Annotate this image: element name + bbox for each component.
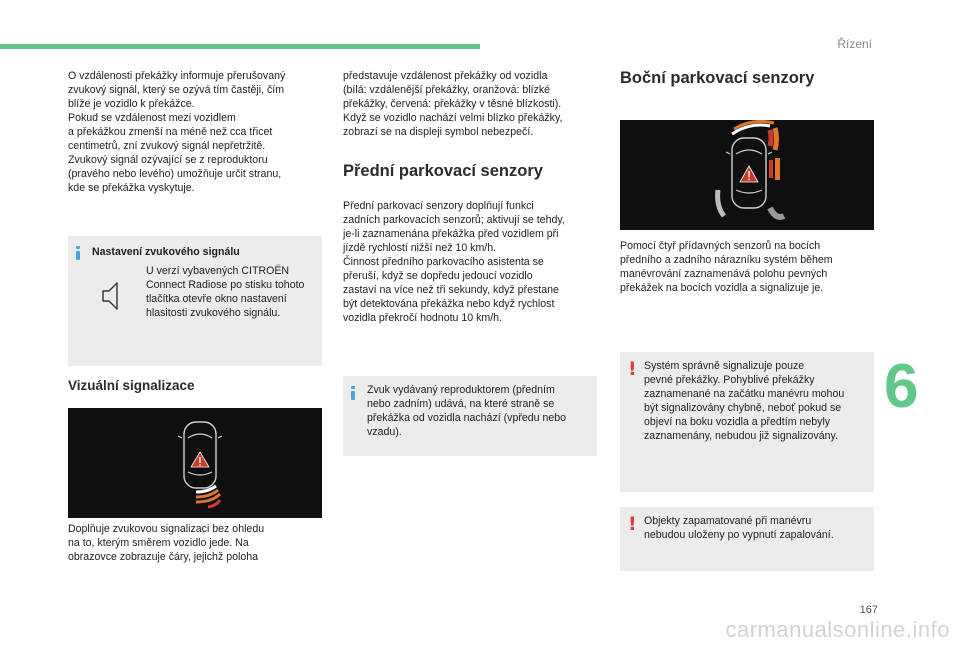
- text-line: jízdě rychlostí nižší než 10 km/h.: [343, 242, 497, 254]
- text-line: na to, kterým směrem vozidlo jede. Na: [68, 537, 249, 549]
- header-accent-bar: [0, 44, 480, 49]
- text-line: překážek na bocích vozidla a signalizuje je.: [620, 282, 824, 294]
- text-line: představuje vzdálenost překážky od vozidla: [343, 70, 548, 82]
- text-line: manévrování zaznamenává polohu pevných: [620, 268, 828, 280]
- speaker-icon: [100, 280, 122, 312]
- text-line: pevné překážky. Pohyblivé překážky: [644, 374, 815, 386]
- text-line: kde se překážka vyskytuje.: [68, 182, 195, 194]
- text-line: Přední parkovací senzory doplňují funkci: [343, 200, 534, 212]
- warning-note-moving-obstacles: [620, 352, 874, 492]
- text-line: překážky, červená: překážky v těsné blízkosti).: [343, 98, 562, 110]
- text-line: překážka od vozidla nachází (vpředu nebo: [367, 412, 567, 424]
- text-line: objeví na boku vozidla a předtím nebyly: [644, 416, 831, 428]
- col2-continuation: [343, 69, 605, 139]
- text-line: obrazovce zobrazuje čáry, jejichž poloha: [68, 551, 259, 563]
- warning-note-ignition: [620, 507, 874, 571]
- text-line: Pokud se vzdálenost mezi vozidlem: [68, 112, 236, 124]
- text-line: Systém správně signalizuje pouze: [644, 360, 805, 372]
- text-line: centimetrů, zní zvukový signál nepřetržitě.: [68, 140, 266, 152]
- heading-front-sensors: Přední parkovací senzory: [343, 162, 543, 180]
- text-line: Doplňuje zvukovou signalizaci bez ohledu: [68, 523, 265, 535]
- text-line: být signalizovány chybně, neboť pokud se: [644, 402, 842, 414]
- side-sensor-display-image: [620, 120, 874, 230]
- col2-body: [343, 199, 605, 325]
- chapter-number: 6: [884, 352, 919, 421]
- text-line: Objekty zapamatované při manévru: [644, 515, 812, 527]
- text-line: vozidla překročí hodnotu 10 km/h.: [343, 312, 502, 324]
- text-line: Zvukový signál ozývající se z reproduktoru: [68, 154, 268, 166]
- text-line: nebo zadním) udává, na které straně se: [367, 398, 555, 410]
- warning-icon: !: [628, 513, 637, 535]
- info-icon: [76, 246, 80, 260]
- note-title: Nastavení zvukového signálu: [92, 246, 240, 258]
- page-number: 167: [859, 604, 878, 616]
- text-line: Pomocí čtyř přídavných senzorů na bocích: [620, 240, 821, 252]
- text-line: (pravého nebo levého) umožňuje určit stranu,: [68, 168, 282, 180]
- text-line: nebudou uloženy po vypnutí zapalování.: [644, 529, 834, 541]
- text-line: Zvuk vydávaný reproduktorem (předním: [367, 384, 555, 396]
- text-line: je-li zaznamenána překážka před vozidlem při: [343, 228, 559, 240]
- text-line: Connect Radiose po stisku tohoto: [146, 279, 305, 291]
- text-line: hlasitosti zvukového signálu.: [146, 307, 281, 319]
- text-line: tlačítka otevře okno nastavení: [146, 293, 287, 305]
- text-line: Když se vozidlo nachází velmi blízko překážky,: [343, 112, 563, 124]
- text-line: zaznamenány, nebudou již signalizovány.: [644, 430, 838, 442]
- text-line: Činnost předního parkovacího asistenta se: [343, 256, 544, 268]
- text-line: O vzdálenosti překážky informuje přerušovaný: [68, 70, 286, 82]
- heading-side-sensors: Boční parkovací senzory: [620, 69, 815, 87]
- text-line: U verzí vybavených CITROËN: [146, 265, 290, 277]
- section-title: Řízení: [837, 37, 872, 51]
- watermark: carmanualsonline.info: [725, 617, 950, 642]
- heading-visual-signal: Vizuální signalizace: [68, 378, 195, 393]
- col1-after-image: [68, 522, 330, 564]
- text-line: (bílá: vzdálenější překážky, oranžová: blízké: [343, 84, 551, 96]
- info-icon: [351, 386, 355, 400]
- text-line: zadních parkovacích senzorů; aktivují se tehdy,: [343, 214, 565, 226]
- text-line: blíže je vozidlo k překážce.: [68, 98, 195, 110]
- text-line: předního a zadního nárazníku systém během: [620, 254, 833, 266]
- info-note-speaker-side: [343, 376, 597, 456]
- text-line: a překážkou zmenší na méně než cca třicet: [68, 126, 273, 138]
- text-line: zastaví na více než tři sekundy, když přestane: [343, 284, 559, 296]
- text-line: vzadu).: [367, 426, 402, 438]
- text-line: zaznamenané na začátku manévru mohou: [644, 388, 845, 400]
- warning-icon: !: [628, 358, 637, 380]
- text-line: zobrazí se na displeji symbol nebezpečí.: [343, 126, 534, 138]
- col1-intro: [68, 69, 330, 195]
- text-line: přeruší, když se dopředu jedoucí vozidlo: [343, 270, 533, 282]
- text-line: být detektována překážka nebo když rychlost: [343, 298, 555, 310]
- rear-sensor-display-image: [68, 408, 322, 518]
- col3-body: [620, 239, 882, 295]
- text-line: zvukový signál, který se ozývá tím častěji, čím: [68, 84, 285, 96]
- info-note-sound-settings: [68, 236, 322, 366]
